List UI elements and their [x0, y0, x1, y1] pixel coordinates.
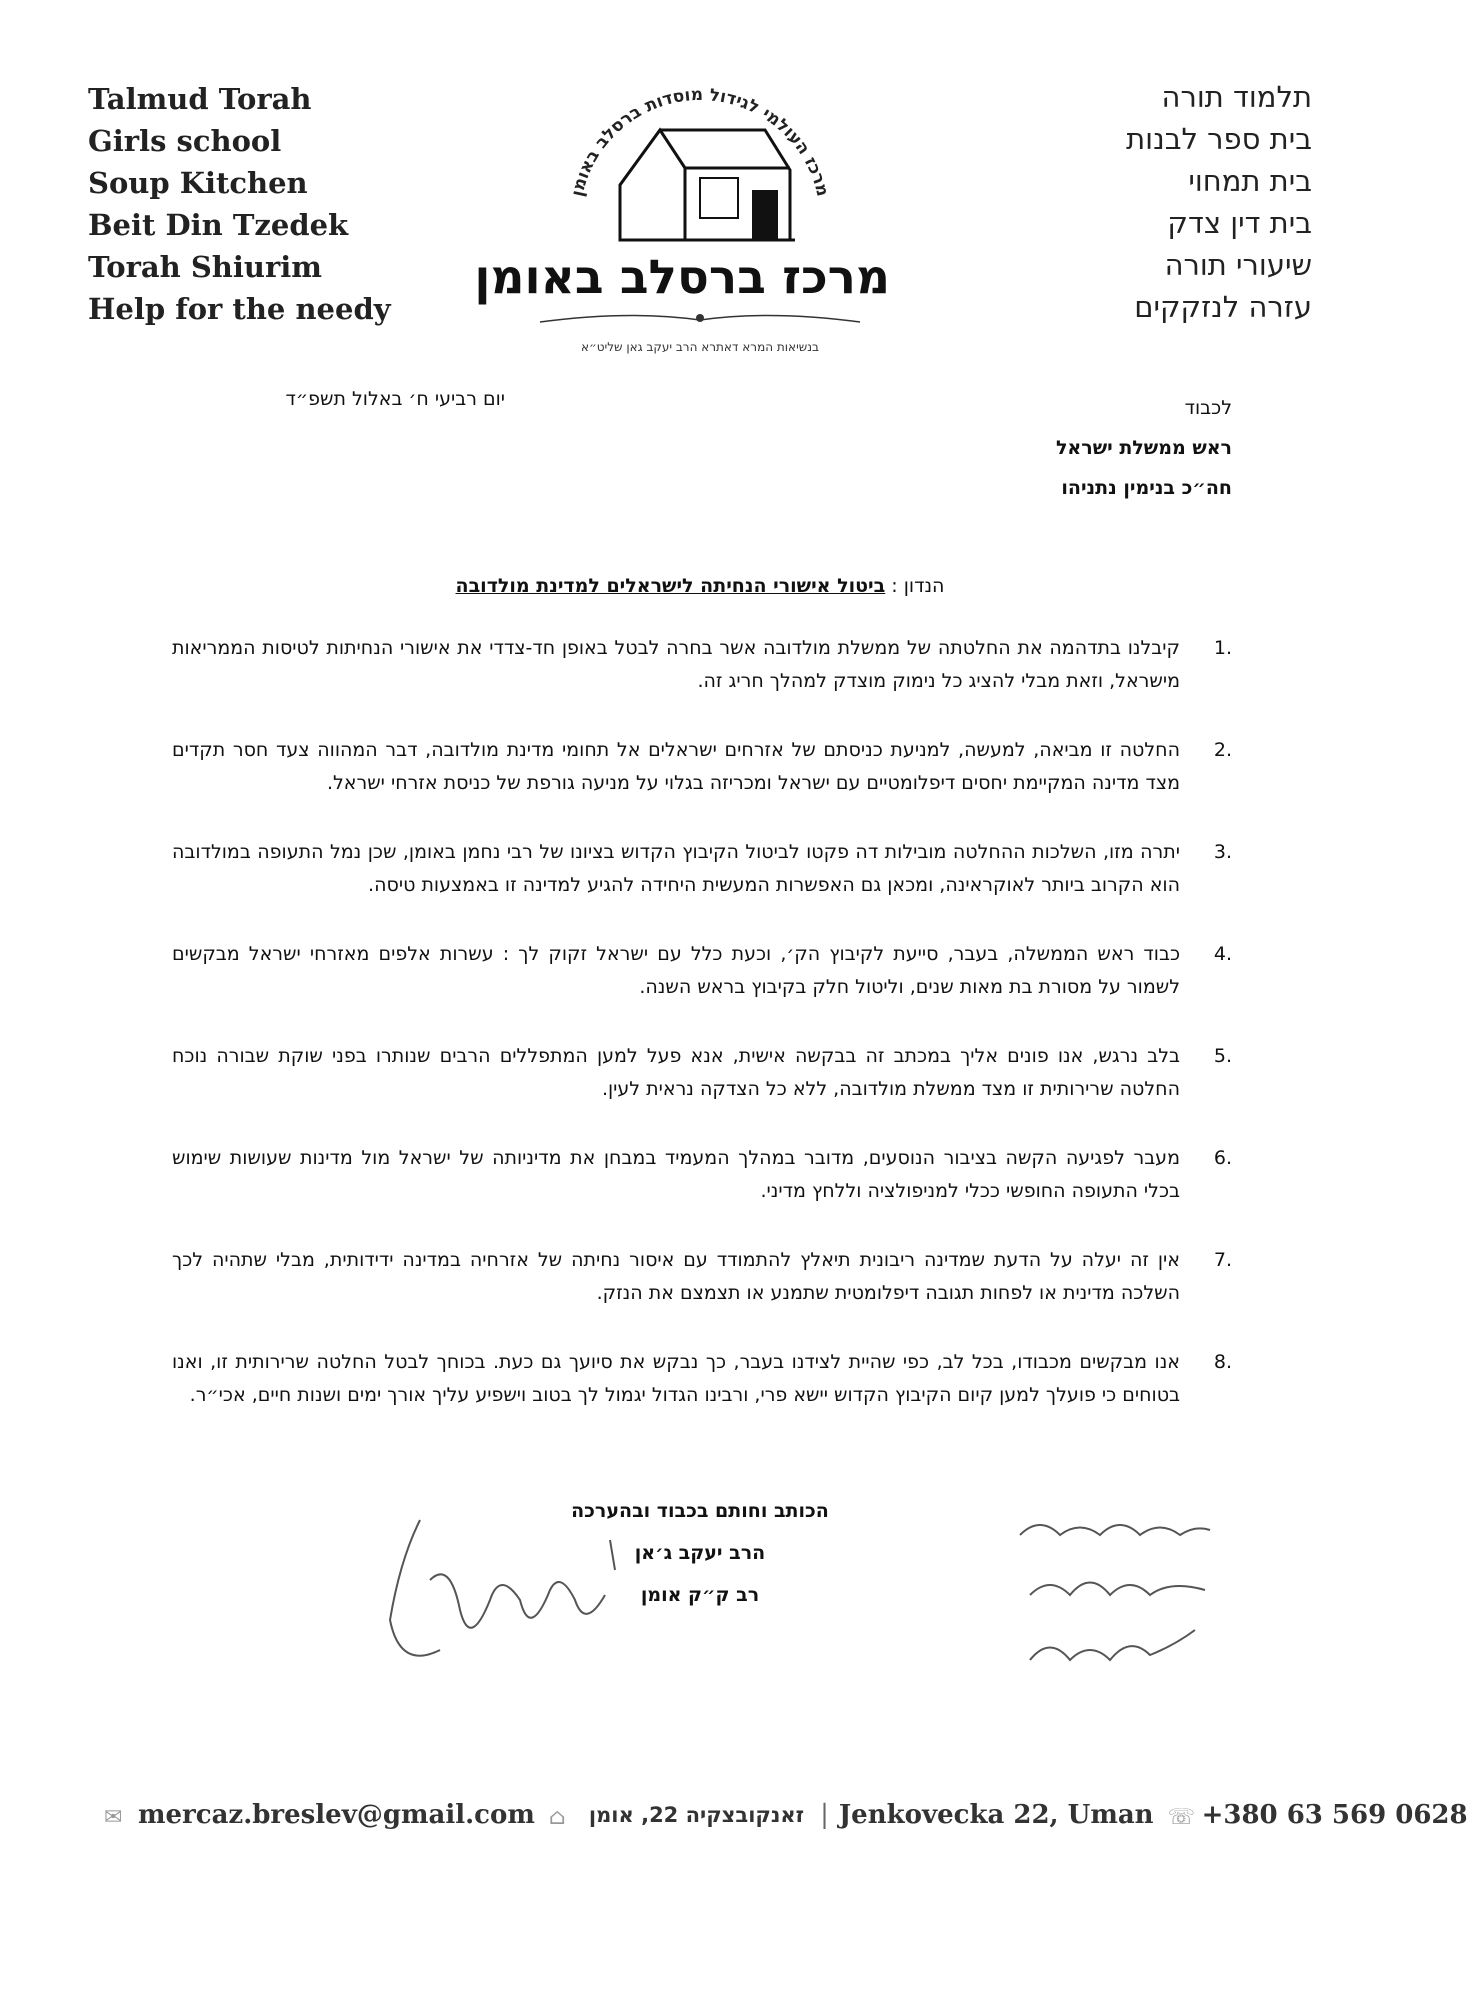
paragraph-number: 7.: [1213, 1249, 1232, 1271]
paragraph-number: 5.: [1213, 1045, 1232, 1067]
service-item: עזרה לנזקקים: [1134, 290, 1312, 324]
salutation: לכבוד: [1184, 397, 1232, 419]
paragraph-text: אין זה יעלה על הדעת שמדינה ריבונית תיאלץ להתמודד עם איסור נחיתה של אזרחיה במדינה ידידותית, מבלי שתהיה לכך השלכה מדינית או לפחות תגובה דיפלומטית שתמנע או תצמצם את הנזק.: [172, 1249, 1180, 1304]
subject-prefix: הנדון :: [891, 575, 945, 597]
paragraph-text: קיבלנו בתדהמה את החלטתה של ממשלת מולדובה אשר בחרה לבטל באופן חד-צדדי את אישורי הנחיתות לטיסות הממריאות מישראל, וזאת מבלי להציג כל נימוק מוצדק למהלך חריג זה.: [172, 637, 1180, 692]
logo-subtitle: בנשיאות המרא דאתרא הרב יעקב גאן שליט״א: [580, 340, 819, 354]
service-item: Girls school: [88, 124, 282, 158]
paragraph-text: מעבר לפגיעה הקשה בציבור הנוסעים, מדובר במהלך המעמיד במבחן את מדיניותה של ישראל מול מדינות שעושות שימוש בכלי התעופה החופשי ככלי למניפולציה וללחץ מדיני.: [172, 1147, 1180, 1202]
letter-body: [172, 632, 1232, 1448]
footer-email[interactable]: mercaz.breslev@gmail.com: [138, 1800, 535, 1830]
paragraph-number: 8.: [1213, 1351, 1232, 1373]
organization-logo: [474, 50, 890, 354]
paragraph-number: 6.: [1213, 1147, 1232, 1169]
paragraph-text: בלב נרגש, אנו פונים אליך במכתב זה בבקשה אישית, אנא פעל למען המתפללים הרבים שנותרו בפני שוקת שבורה נוכח החלטה שרירותית זו מצד ממשלת מולדובה, ללא כל הצדקה נראית לעין.: [172, 1045, 1180, 1100]
service-item: תלמוד תורה: [1161, 80, 1312, 114]
paragraph: [172, 1142, 1232, 1208]
paragraph-number: 4.: [1213, 943, 1232, 965]
paragraph: [172, 1244, 1232, 1310]
paragraph-number: 1.: [1213, 637, 1232, 659]
service-item: Beit Din Tzedek: [88, 208, 349, 242]
paragraph: [172, 632, 1232, 698]
closing-line: הכותב וחותם בכבוד ובהערכה: [571, 1500, 829, 1522]
signer-name: הרב יעקב ג׳אן: [634, 1542, 766, 1564]
recipient-block: [672, 388, 1232, 508]
services-list-hebrew: [1092, 76, 1312, 328]
services-list-english: [88, 78, 391, 330]
signer-title: רב ק״ק אומן: [640, 1584, 760, 1606]
footer-phone[interactable]: +380 63 569 0628: [1201, 1800, 1468, 1830]
paragraph-number: 3.: [1213, 841, 1232, 863]
paragraph: [172, 938, 1232, 1004]
handwritten-signature: [360, 1500, 640, 1680]
logo-title: מרכז ברסלב באומן: [474, 250, 890, 305]
mail-icon: ✉: [104, 1805, 123, 1830]
logo-arc-text: מרכז העולמי לגידול מוסדות ברסלב באומן: [567, 84, 833, 199]
recipient-title: ראש ממשלת ישראל: [1055, 437, 1232, 459]
service-item: בית דין צדק: [1167, 206, 1312, 240]
paragraph-text: אנו מבקשים מכבודו, בכל לב, כפי שהיית לצידנו בעבר, כך נבקש את סיועך גם כעת. בכוחך לבטל החלטה שרירותית זו, ואנו בטוחים כי פועלך למען קיום הקיבוץ הקדוש יישא פרי, ורבינו הגדול יגמול לך בטוב וישפיע עליך אורך ימים ושנות חיים, אכי״ר.: [172, 1351, 1180, 1406]
paragraph: [172, 836, 1232, 902]
contact-footer: [104, 1800, 1468, 1830]
footer-separator: |: [820, 1800, 829, 1830]
paragraph-text: החלטה זו מביאה, למעשה, למניעת כניסתם של אזרחים ישראלים אל תחומי מדינת מולדובה, דבר המהווה צעד חסר תקדים מצד מדינה המקיימת יחסים דיפלומטיים עם ישראל ומכריזה בגלוי על מניעה גורפת של כניסת אזרחי ישראל.: [172, 739, 1180, 794]
footer-address-latin: Jenkovecka 22, Uman: [838, 1800, 1154, 1830]
service-item: בית ספר לבנות: [1126, 122, 1312, 156]
paragraph-text: כבוד ראש הממשלה, בעבר, סייעת לקיבוץ הק׳, וכעת כלל עם ישראל זקוק לך : עשרות אלפים מאזרחי ישראל מבקשים לשמור על מסורת בת מאות שנים, וליטול חלק בקיבוץ בראש השנה.: [172, 943, 1180, 998]
service-item: שיעורי תורה: [1164, 248, 1312, 282]
service-item: Soup Kitchen: [88, 166, 308, 200]
paragraph-number: 2.: [1213, 739, 1232, 761]
paragraph-text: יתרה מזו, השלכות ההחלטה מובילות דה פקטו לביטול הקיבוץ הקדוש בציונו של רבי נחמן באומן, שכן נמל התעופה במולדובה הוא הקרוב ביותר לאוקראינה, ומכאן גם האפשרות המעשית היחידה להגיע למדינה זו באמצעות טיסה.: [172, 841, 1180, 896]
paragraph: [172, 1040, 1232, 1106]
handwritten-stamp-note: [1010, 1495, 1220, 1700]
service-item: בית תמחוי: [1188, 164, 1312, 198]
letter-date: יום רביעי ח׳ באלול תשפ״ד: [285, 388, 505, 410]
paragraph: [172, 1346, 1232, 1412]
recipient-name: חה״כ בנימין נתניהו: [1061, 477, 1232, 499]
paragraph: [172, 734, 1232, 800]
service-item: Talmud Torah: [88, 82, 312, 116]
map-icon: ⌂: [548, 1805, 566, 1830]
footer-address-hebrew: זאנקובצקיה 22, אומן: [588, 1803, 805, 1827]
phone-icon: ☏: [1167, 1805, 1196, 1830]
service-item: Torah Shiurim: [88, 250, 322, 284]
subject-line: [0, 575, 1400, 597]
subject-text: ביטול אישורי הנחיתה לישראלים למדינת מולדובה: [455, 575, 886, 597]
service-item: Help for the needy: [88, 292, 391, 326]
